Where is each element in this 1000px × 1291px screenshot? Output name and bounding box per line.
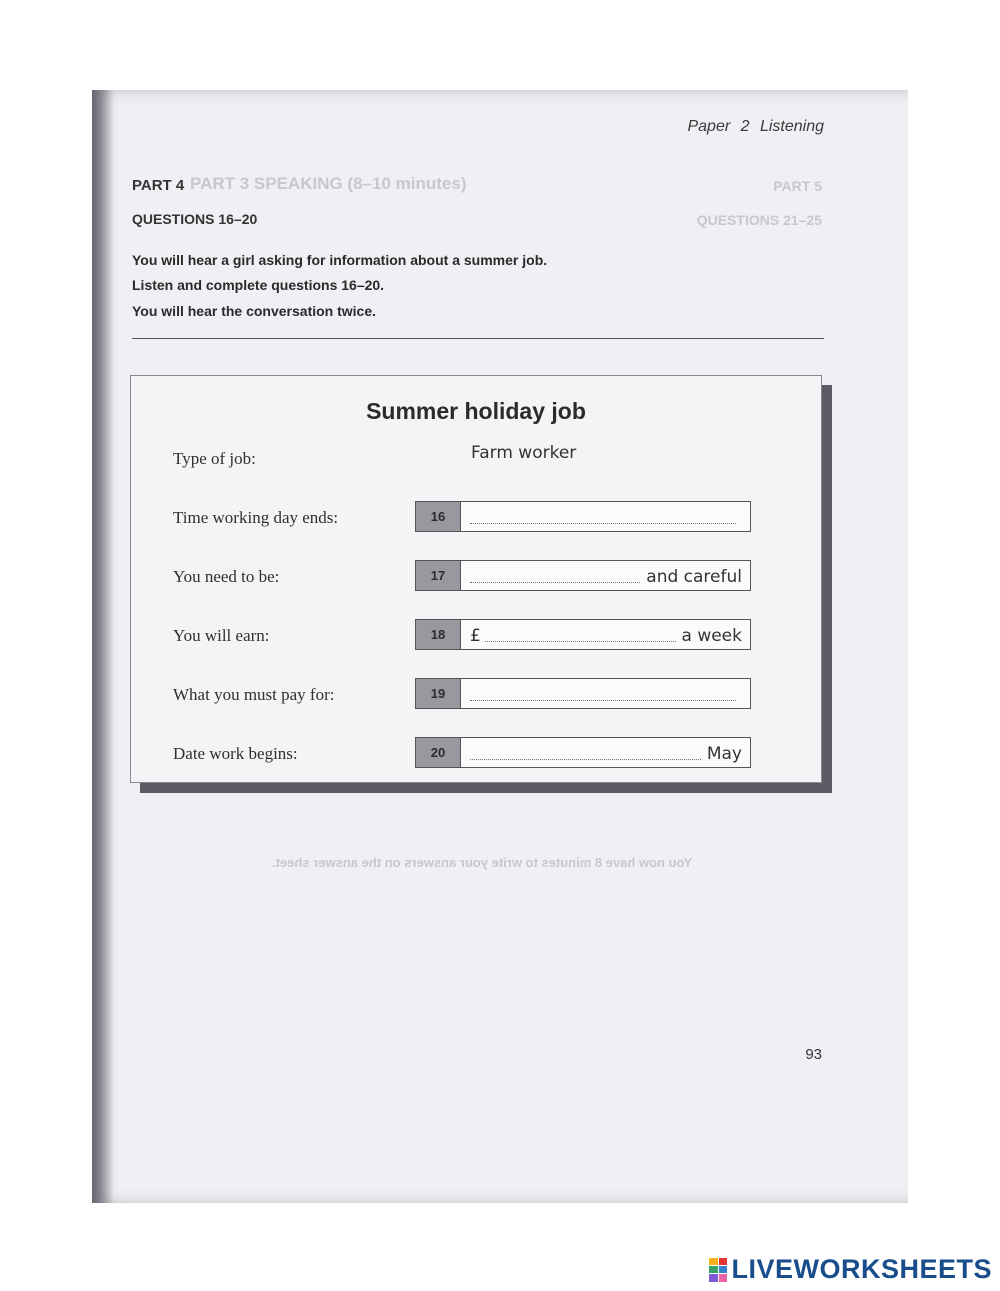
answer-field-16[interactable] xyxy=(470,504,742,528)
dotted-line xyxy=(470,758,701,760)
brand-icon xyxy=(709,1258,727,1282)
dotted-line xyxy=(470,522,736,524)
ghost-part5: PART 5 xyxy=(773,178,822,194)
suffix-text: May xyxy=(706,744,742,764)
answer-field-17[interactable] xyxy=(470,563,742,587)
instruction-1: You will hear a girl asking for information about a summer job. xyxy=(132,252,548,268)
brand-square xyxy=(709,1274,718,1281)
question-number: 18 xyxy=(416,620,461,649)
summer-job-card xyxy=(130,375,822,783)
ghost-speaking: PART 3 SPEAKING (8–10 minutes) xyxy=(190,174,467,193)
label-need-to-be: You need to be: xyxy=(173,567,280,586)
answer-box-20[interactable] xyxy=(415,737,751,768)
answer-box-16[interactable] xyxy=(415,501,751,532)
brand-square xyxy=(719,1274,728,1281)
question-number: 20 xyxy=(416,738,461,767)
worksheet-page xyxy=(92,90,908,1203)
ghost-questions: QUESTIONS 21–25 xyxy=(696,212,822,228)
binding-shadow xyxy=(92,90,114,1203)
label-date-begins: Date work begins: xyxy=(173,744,298,763)
page-header: Paper 2 Listening xyxy=(687,118,824,135)
label-pay-for: What you must pay for: xyxy=(173,685,335,704)
question-number: 17 xyxy=(416,561,461,590)
answer-box-18[interactable] xyxy=(415,619,751,650)
instruction-3: You will hear the conversation twice. xyxy=(132,303,377,319)
instruction-2: Listen and complete questions 16–20. xyxy=(132,277,385,293)
suffix-text: and careful xyxy=(646,567,742,587)
question-number: 16 xyxy=(416,502,461,531)
brand-square xyxy=(719,1266,728,1273)
questions-title: QUESTIONS 16–20 xyxy=(132,211,258,227)
dotted-line xyxy=(470,699,736,701)
answer-box-19[interactable] xyxy=(415,678,751,709)
prefix-text: £ xyxy=(470,626,481,646)
question-number: 19 xyxy=(416,679,461,708)
label-day-ends: Time working day ends: xyxy=(173,508,339,527)
answer-field-18[interactable] xyxy=(470,622,742,646)
answer-field-19[interactable] xyxy=(470,681,742,705)
dotted-line xyxy=(470,581,640,583)
answer-type-of-job: Farm worker xyxy=(471,443,577,463)
suffix-text: a week xyxy=(681,626,742,646)
part-title: PART 4 xyxy=(132,177,185,194)
liveworksheets-logo xyxy=(709,1254,992,1285)
label-type-of-job: Type of job: xyxy=(173,449,256,468)
ghost-footer: You now have 8 minutes to write your answers on the answer sheet. xyxy=(272,855,693,870)
brand-square xyxy=(709,1266,718,1273)
brand-square xyxy=(709,1258,718,1265)
page-number: 93 xyxy=(805,1046,822,1063)
divider xyxy=(132,338,824,339)
answer-box-17[interactable] xyxy=(415,560,751,591)
brand-square xyxy=(719,1258,728,1265)
answer-field-20[interactable] xyxy=(470,740,742,764)
dotted-line xyxy=(485,640,676,642)
brand-text: LIVEWORKSHEETS xyxy=(731,1254,992,1284)
card-title: Summer holiday job xyxy=(366,398,586,424)
label-earn: You will earn: xyxy=(173,626,270,645)
